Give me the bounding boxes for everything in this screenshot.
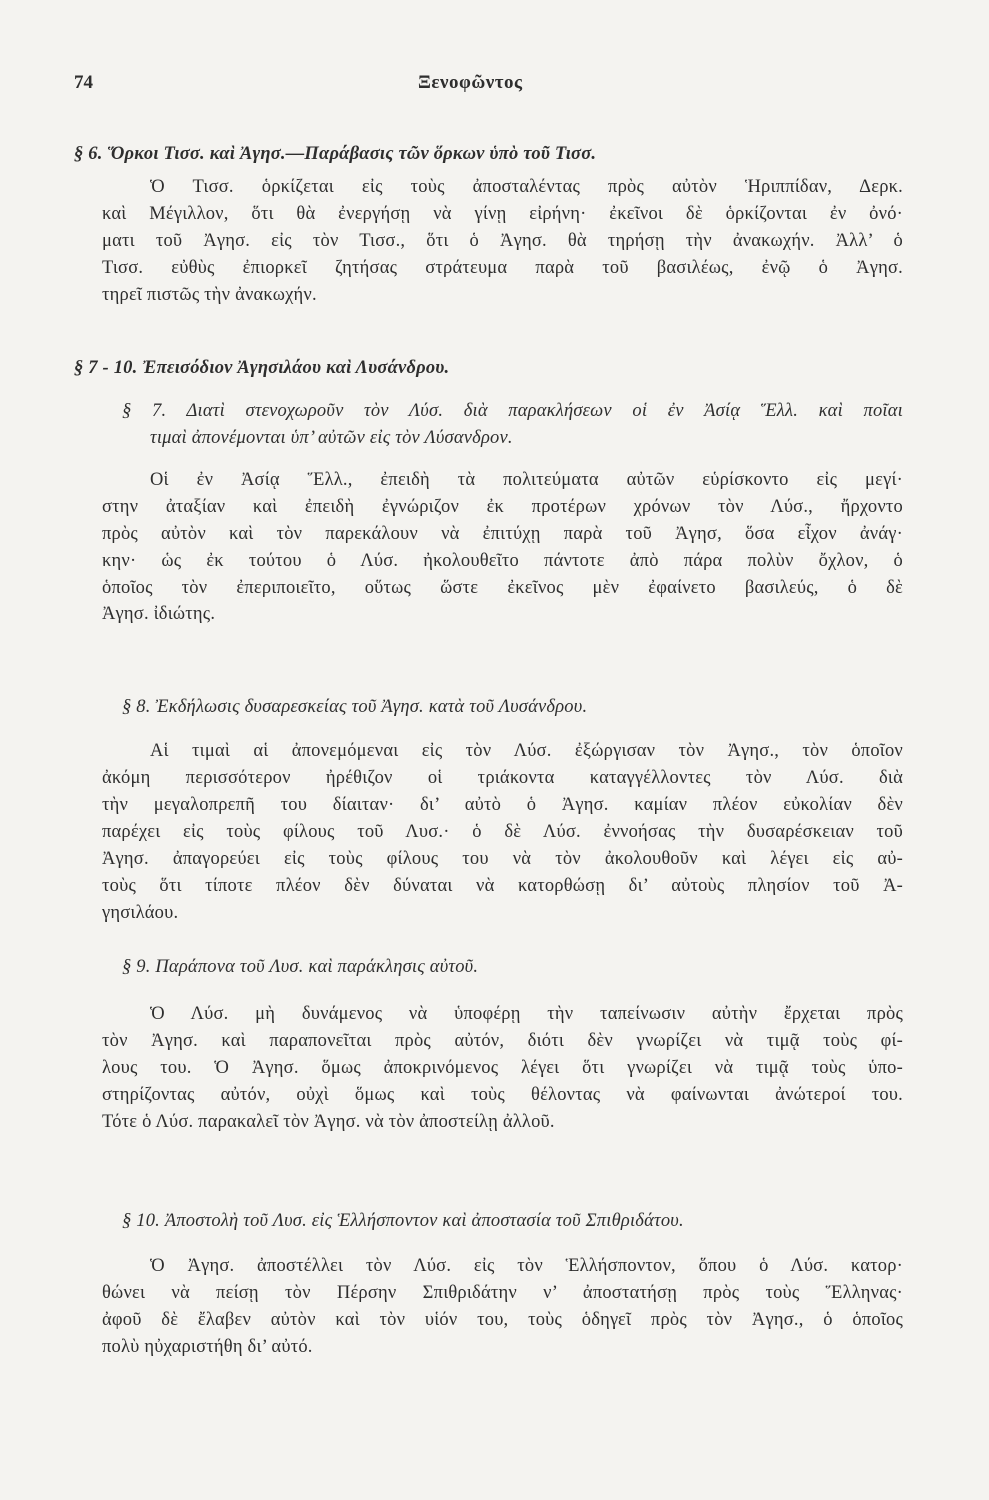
paragraph-line: Τότε ὁ Λύσ. παρακαλεῖ τὸν Ἀγησ. νὰ τὸν ἀποστείλῃ ἀλλοῦ. xyxy=(102,1112,555,1132)
running-title: Ξενοφῶντος xyxy=(418,72,523,93)
paragraph-line: Ὁ Λύσ. μὴ δυνάμενος νὰ ὑποφέρῃ τὴν ταπείνωσιν αὐτὴν ἔρχεται πρὸς xyxy=(150,1004,903,1024)
section-heading: § 7 - 10. Ἐπεισόδιον Ἀγησιλάου καὶ Λυσάνδρου. xyxy=(74,358,450,378)
paragraph-line: στηρίζοντας αὐτόν, οὐχὶ ὅμως καὶ τοὺς θέλοντας νὰ φαίνωνται ἀνώτεροί του. xyxy=(102,1085,903,1105)
paragraph-line: ὁποῖος τὸν ἐπεριποιεῖτο, οὕτως ὥστε ἐκεῖνος μὲν ἐφαίνετο βασιλεύς, ὁ δὲ xyxy=(102,578,903,598)
paragraph-line: παρέχει εἰς τοὺς φίλους τοῦ Λυσ.· ὁ δὲ Λύσ. ἐννοήσας τὴν δυσαρέσκειαν τοῦ xyxy=(102,822,903,842)
paragraph-line: κην· ὡς ἐκ τούτου ὁ Λύσ. ἠκολουθεῖτο πάντοτε ἀπὸ πάρα πολὺν ὄχλον, ὁ xyxy=(102,551,903,571)
paragraph-line: Ἀγησ. ἰδιώτης. xyxy=(102,604,216,624)
paragraph-line: Οἱ ἐν Ἀσίᾳ Ἕλλ., ἐπειδὴ τὰ πολιτεύματα αὐτῶν εὑρίσκοντο εἰς μεγί· xyxy=(150,470,903,490)
paragraph-line: στην ἀταξίαν καὶ ἐπειδὴ ἐγνώριζον ἐκ προτέρων χρόνων τὸν Λύσ., ἤρχοντο xyxy=(102,497,903,517)
paragraph-line: πρὸς αὐτὸν καὶ τὸν παρεκάλουν νὰ ἐπιτύχῃ παρὰ τοῦ Ἀγησ, ὅσα εἶχον ἀνάγ· xyxy=(102,524,903,544)
paragraph-line: λους του. Ὁ Ἀγησ. ὅμως ἀποκρινόμενος λέγει ὅτι γνωρίζει νὰ τιμᾷ τοὺς ὑπο- xyxy=(102,1058,903,1078)
paragraph-line: τὴν μεγαλοπρεπῆ του δίαιταν· δι’ αὐτὸ ὁ Ἀγησ. καμίαν πλέον εὐκολίαν δὲν xyxy=(102,795,903,815)
subsection-heading: § 7. Διατὶ στενοχωροῦν τὸν Λύσ. διὰ παρακλήσεων οἱ ἐν Ἀσίᾳ Ἕλλ. καὶ ποῖαι xyxy=(122,401,903,421)
paragraph-line: θώνει νὰ πείσῃ τὸν Πέρσην Σπιθριδάτην ν’ ἀποστατήσῃ πρὸς τοὺς Ἕλληνας· xyxy=(102,1283,903,1303)
paragraph-line: τηρεῖ πιστῶς τὴν ἀνακωχήν. xyxy=(102,285,317,305)
paragraph-line: πολὺ ηὐχαριστήθη δι’ αὐτό. xyxy=(102,1337,313,1357)
section-heading: § 6. Ὅρκοι Τισσ. καὶ Ἀγησ.—Παράβασις τῶν ὅρκων ὑπὸ τοῦ Τισσ. xyxy=(74,144,597,164)
paragraph-line: Αἱ τιμαὶ αἱ ἀπονεμόμεναι εἰς τὸν Λύσ. ἐξώργισαν τὸν Ἀγησ., τὸν ὁποῖον xyxy=(150,741,903,761)
paragraph-line: Τισσ. εὐθὺς ἐπιορκεῖ ζητήσας στράτευμα παρὰ τοῦ βασιλέως, ἐνῷ ὁ Ἀγησ. xyxy=(102,258,903,278)
paragraph-line: τὸν Ἀγησ. καὶ παραπονεῖται πρὸς αὐτόν, διότι δὲν γνωρίζει νὰ τιμᾷ τοὺς φί- xyxy=(102,1031,903,1051)
paragraph-line: Ὁ Ἀγησ. ἀποστέλλει τὸν Λύσ. εἰς τὸν Ἑλλήσποντον, ὅπου ὁ Λύσ. κατορ· xyxy=(150,1256,903,1276)
subsection-heading: § 9. Παράπονα τοῦ Λυσ. καὶ παράκλησις αὐτοῦ. xyxy=(122,957,479,977)
paragraph-line: γησιλάου. xyxy=(102,903,179,923)
subsection-heading: § 10. Ἀποστολὴ τοῦ Λυσ. εἰς Ἑλλήσποντον καὶ ἀποστασία τοῦ Σπιθριδάτου. xyxy=(122,1211,684,1231)
subsection-heading: § 8. Ἐκδήλωσις δυσαρεσκείας τοῦ Ἀγησ. κατὰ τοῦ Λυσάνδρου. xyxy=(122,697,588,717)
paragraph-line: Ὁ Τισσ. ὁρκίζεται εἰς τοὺς ἀποσταλέντας πρὸς αὐτὸν Ἡριππίδαν, Δερκ. xyxy=(150,177,903,197)
paragraph-line: ἀφοῦ δὲ ἔλαβεν αὐτὸν καὶ τὸν υἱόν του, τοὺς ὁδηγεῖ πρὸς τὸν Ἀγησ., ὁ ὁποῖος xyxy=(102,1310,903,1330)
paragraph-line: Ἀγησ. ἀπαγορεύει εἰς τοὺς φίλους του νὰ τὸν ἀκολουθοῦν καὶ λέγει εἰς αὐ- xyxy=(102,849,903,869)
subsection-heading: τιμαὶ ἀπονέμονται ὑπ’ αὐτῶν εἰς τὸν Λύσανδρον. xyxy=(150,428,513,448)
paragraph-line: καὶ Μέγιλλον, ὅτι θὰ ἐνεργήσῃ νὰ γίνῃ εἰρήνη· ἐκεῖνοι δὲ ὁρκίζονται ἐν ὀνό· xyxy=(102,204,903,224)
paragraph-line: ἀκόμη περισσότερον ἠρέθιζον οἱ τριάκοντα καταγγέλλοντες τὸν Λύσ. διὰ xyxy=(102,768,903,788)
page-number: 74 xyxy=(74,72,93,93)
paragraph-line: τοὺς ὅτι τίποτε πλέον δὲν δύναται νὰ κατορθώσῃ δι’ αὐτοὺς πλησίον τοῦ Ἀ- xyxy=(102,876,903,896)
paragraph-line: ματι τοῦ Ἀγησ. εἰς τὸν Τισσ., ὅτι ὁ Ἀγησ. θὰ τηρήσῃ τὴν ἀνακωχήν. Ἀλλ’ ὁ xyxy=(102,231,903,251)
